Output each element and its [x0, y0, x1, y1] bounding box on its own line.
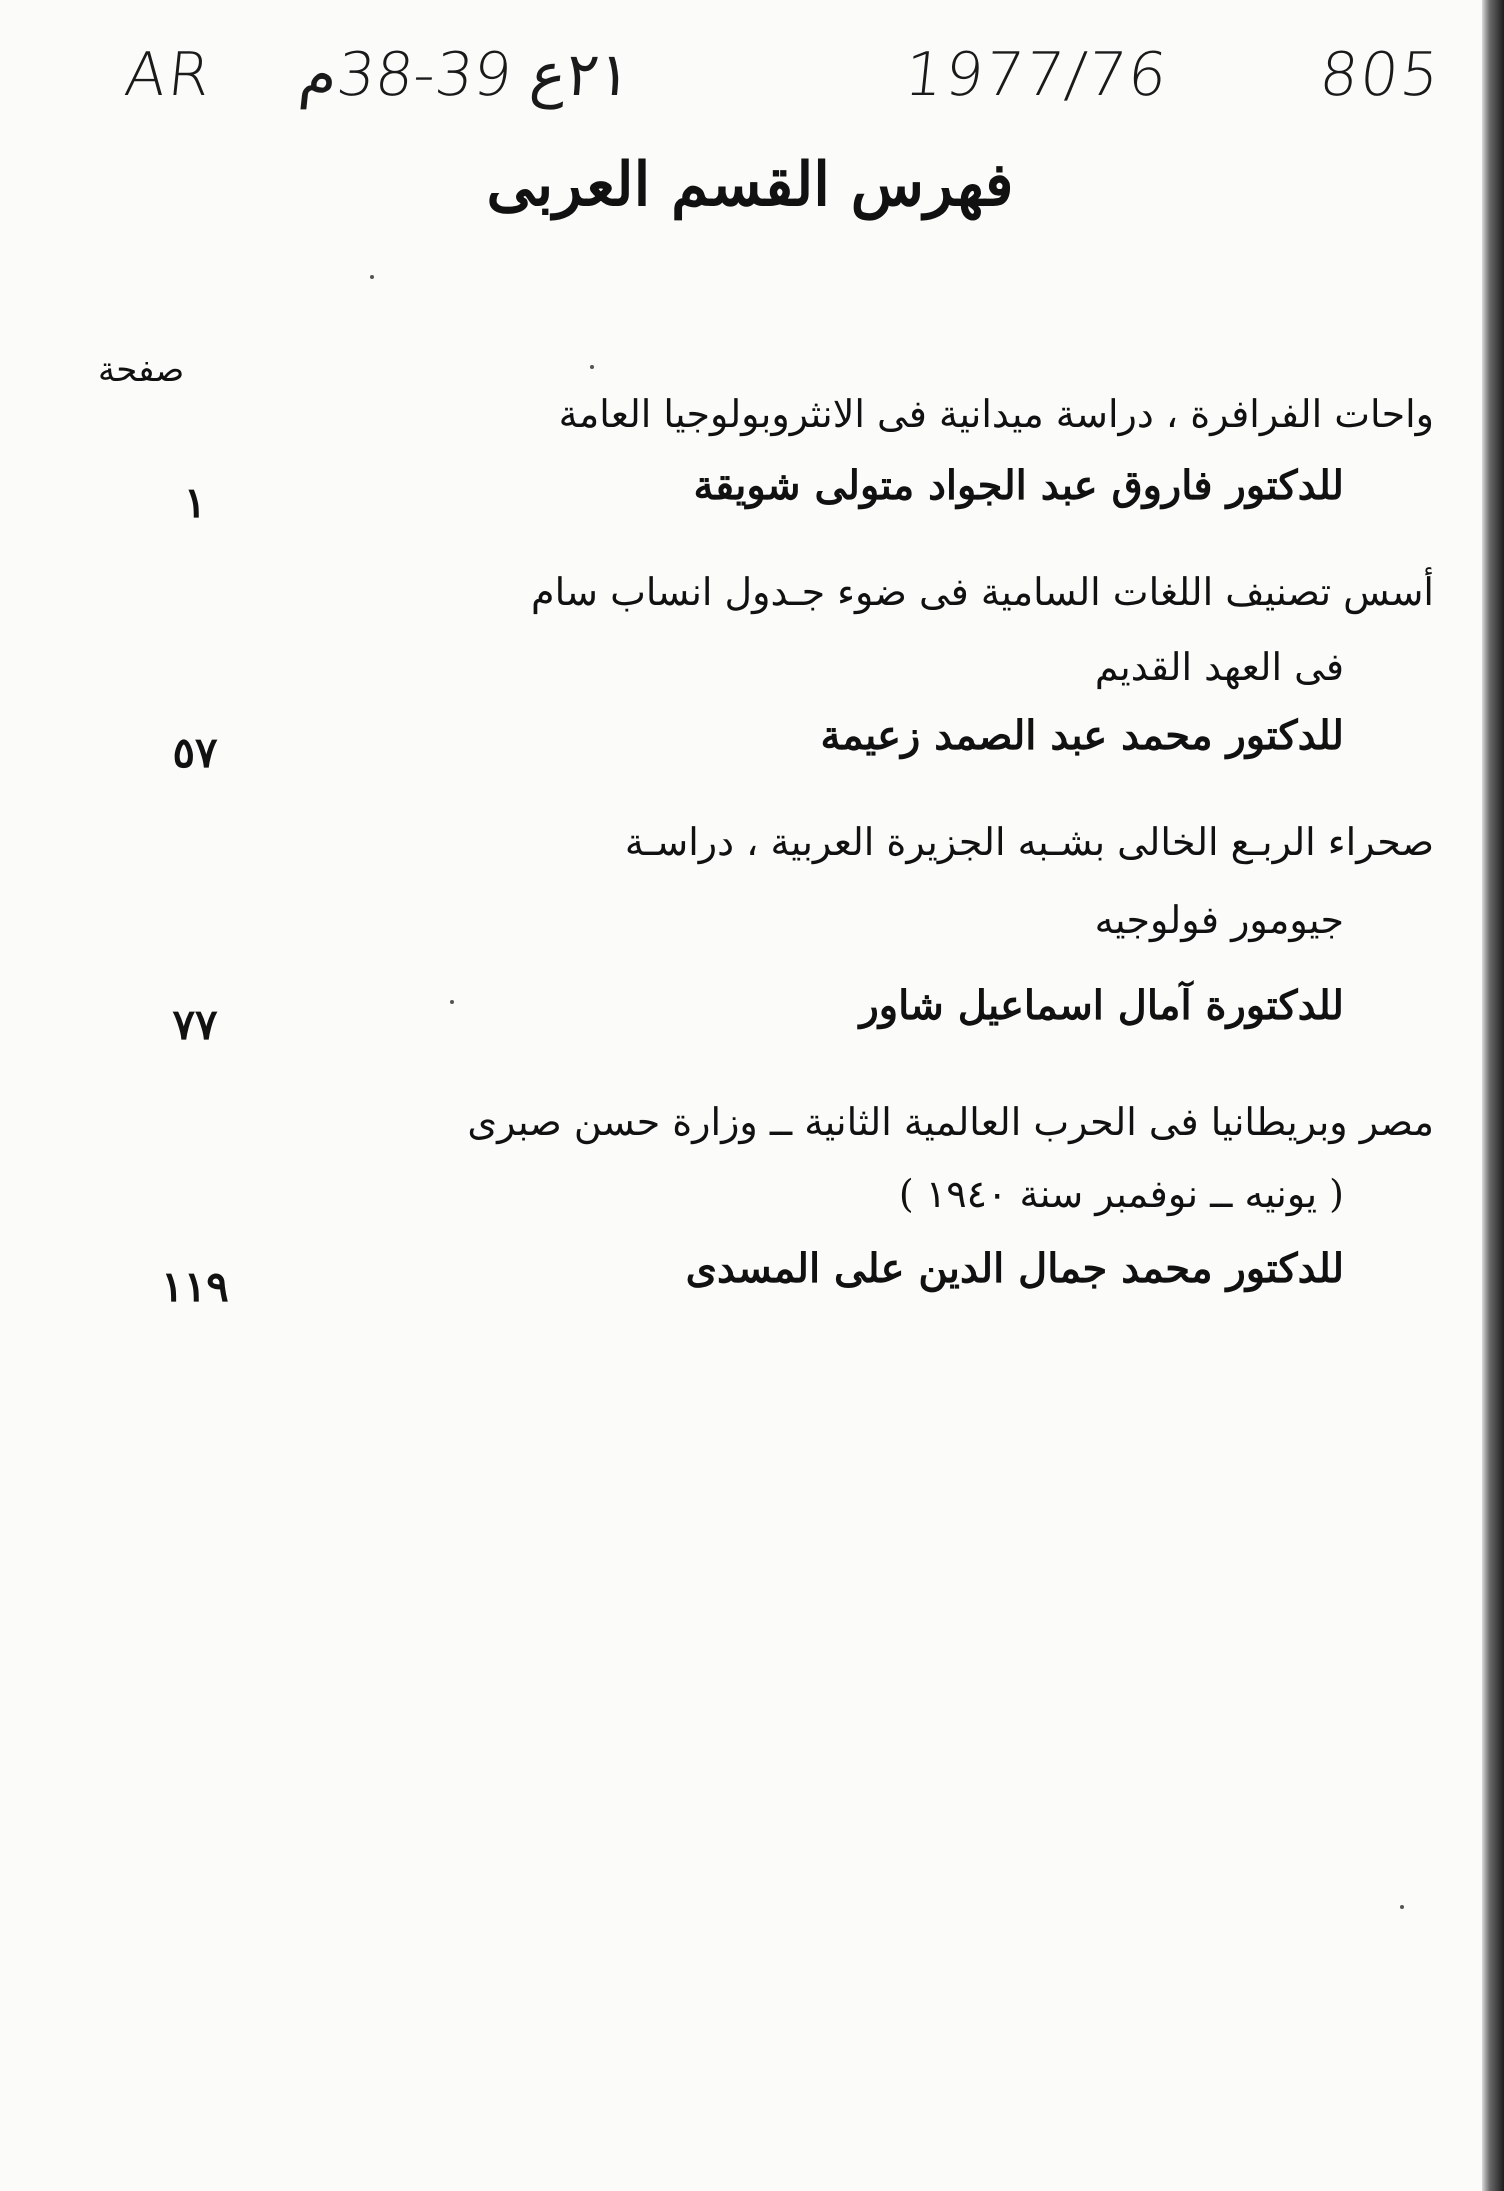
entry-4-author: للدكتور محمد جمال الدين على المسدى	[685, 1245, 1344, 1292]
page-column-header: صفحة	[98, 350, 185, 390]
entry-2-author: للدكتور محمد عبد الصمد زعيمة	[820, 712, 1344, 759]
handwritten-note-number: 805	[1316, 40, 1445, 110]
entry-2-title-line-1: أسس تصنيف اللغات السامية فى ضوء جـدول انساب سام	[531, 570, 1434, 614]
handwritten-note-volume: ٢١ع 39-38م	[296, 40, 635, 110]
entry-4-page-number: ١١٩	[161, 1262, 229, 1311]
entry-3-author: للدكتورة آمال اسماعيل شاور	[859, 982, 1344, 1029]
scan-shadow-edge	[1482, 0, 1504, 2191]
entry-1-title-line-1: واحات الفرافرة ، دراسة ميدانية فى الانثروبولوجيا العامة	[558, 392, 1434, 436]
entry-1-author: للدكتور فاروق عبد الجواد متولى شويقة	[693, 462, 1344, 509]
entry-2-page-number: ٥٧	[172, 728, 218, 777]
entry-4-title-line-1: مصر وبريطانيا فى الحرب العالمية الثانية ــ وزارة حسن صبرى	[467, 1100, 1434, 1144]
scan-speck	[370, 275, 374, 279]
page-title: فهرس القسم العربى	[486, 150, 1014, 220]
scan-speck	[450, 1000, 454, 1004]
scan-speck	[1400, 1905, 1404, 1909]
handwritten-note-ar: AR	[121, 40, 216, 110]
entry-3-page-number: ٧٧	[172, 1000, 218, 1049]
entry-3-title-line-1: صحراء الربـع الخالى بشـبه الجزيرة العربية ، دراسـة	[624, 820, 1434, 864]
entry-1-page-number: ١	[183, 478, 207, 527]
scan-speck	[590, 365, 594, 369]
entry-3-title-line-2: جيومور فولوجيه	[1094, 898, 1344, 942]
entry-4-title-line-2: ( يونيه ــ نوفمبر سنة ١٩٤٠ )	[898, 1172, 1344, 1216]
handwritten-note-years: 1977/76	[901, 40, 1172, 110]
entry-2-title-line-2: فى العهد القديم	[1094, 645, 1344, 689]
